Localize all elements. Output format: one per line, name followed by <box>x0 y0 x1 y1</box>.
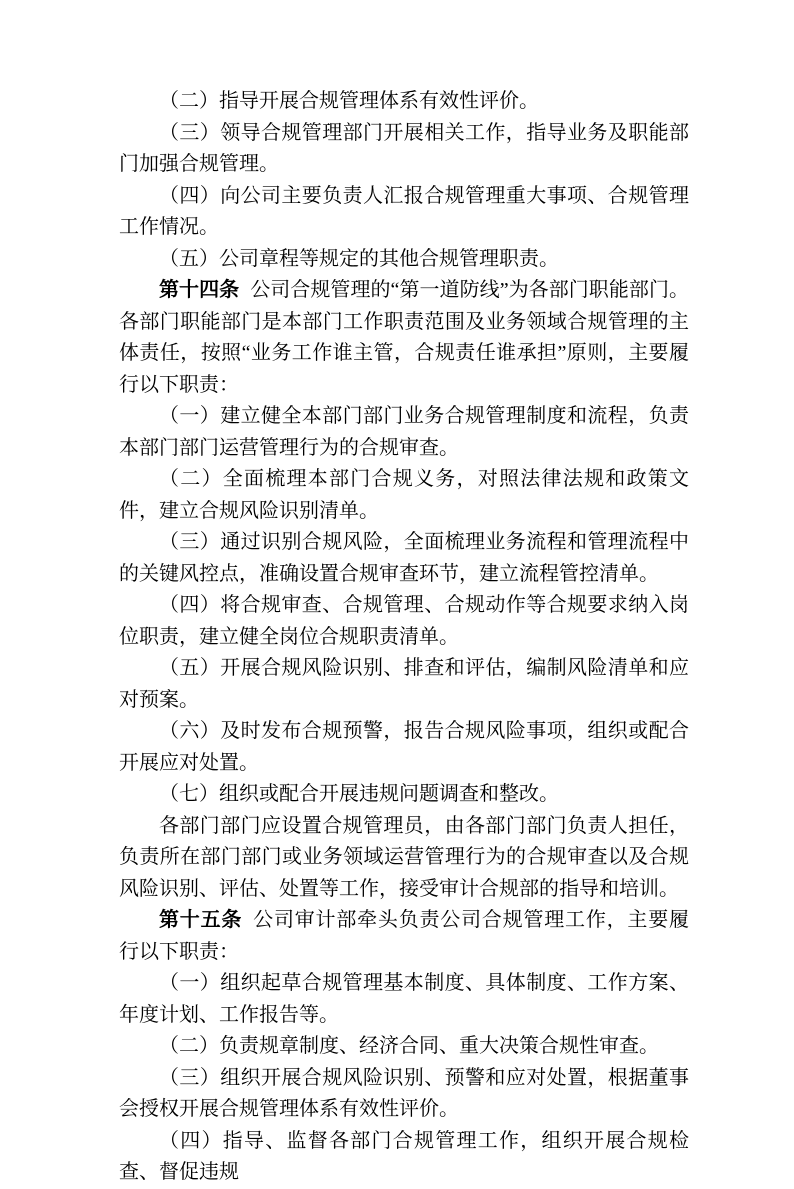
article-number: 第十四条 <box>159 279 240 301</box>
article-number: 第十五条 <box>159 909 243 931</box>
paragraph-text: 公司审计部牵头负责公司合规管理工作，主要履行以下职责： <box>119 909 690 963</box>
paragraph: （四）指导、监督各部门合规管理工作，组织开展合规检查、督促违规 <box>119 1129 689 1183</box>
paragraph: （一）建立健全本部门部门业务合规管理制度和流程，负责本部门部门运营管理行为的合规审查。 <box>119 405 689 459</box>
paragraph-text: 公司合规管理的“第一道防线”为各部门职能部门。各部门职能部门是本部门工作职责范围及业务领域合规管理的主体责任，按照“业务工作谁主管，合规责任谁承担”原则，主要履行以下职责： <box>119 279 690 396</box>
paragraph: （五）开展合规风险识别、排查和评估，编制风险清单和应对预案。 <box>119 657 689 711</box>
paragraph: （一）组织起草合规管理基本制度、具体制度、工作方案、年度计划、工作报告等。 <box>119 972 689 1026</box>
paragraph: （二）指导开展合规管理体系有效性评价。 <box>159 90 539 112</box>
paragraph: （五）公司章程等规定的其他合规管理职责。 <box>159 247 559 270</box>
paragraph: （二）全面梳理本部门合规义务，对照法律法规和政策文件，建立合规风险识别清单。 <box>119 468 689 522</box>
paragraph: （六）及时发布合规预警，报告合规风险事项，组织或配合开展应对处置。 <box>119 720 689 774</box>
paragraph-article-15 <box>119 905 689 968</box>
paragraph: 各部门部门应设置合规管理员，由各部门部门负责人担任，负责所在部门部门或业务领域运营管理行为的合规审查以及合规风险识别、评估、处置等工作，接受审计合规部的指导和培训。 <box>119 814 689 900</box>
paragraph-article-14 <box>119 275 689 401</box>
paragraph: （四）向公司主要负责人汇报合规管理重大事项、合规管理工作情况。 <box>119 184 689 238</box>
paragraph: （四）将合规审查、合规管理、合规动作等合规要求纳入岗位职责，建立健全岗位合规职责清单。 <box>119 594 689 648</box>
paragraph: （三）通过识别合规风险，全面梳理业务流程和管理流程中的关键风控点，准确设置合规审查环节，建立流程管控清单。 <box>119 531 689 585</box>
paragraph: （三）领导合规管理部门开展相关工作，指导业务及职能部门加强合规管理。 <box>119 121 689 175</box>
paragraph: （七）组织或配合开展违规问题调查和整改。 <box>159 783 559 805</box>
paragraph: （二）负责规章制度、经济合同、重大决策合规性审查。 <box>159 1035 659 1057</box>
paragraph: （三）组织开展合规风险识别、预警和应对处置，根据董事会授权开展合规管理体系有效性评价。 <box>119 1066 689 1120</box>
